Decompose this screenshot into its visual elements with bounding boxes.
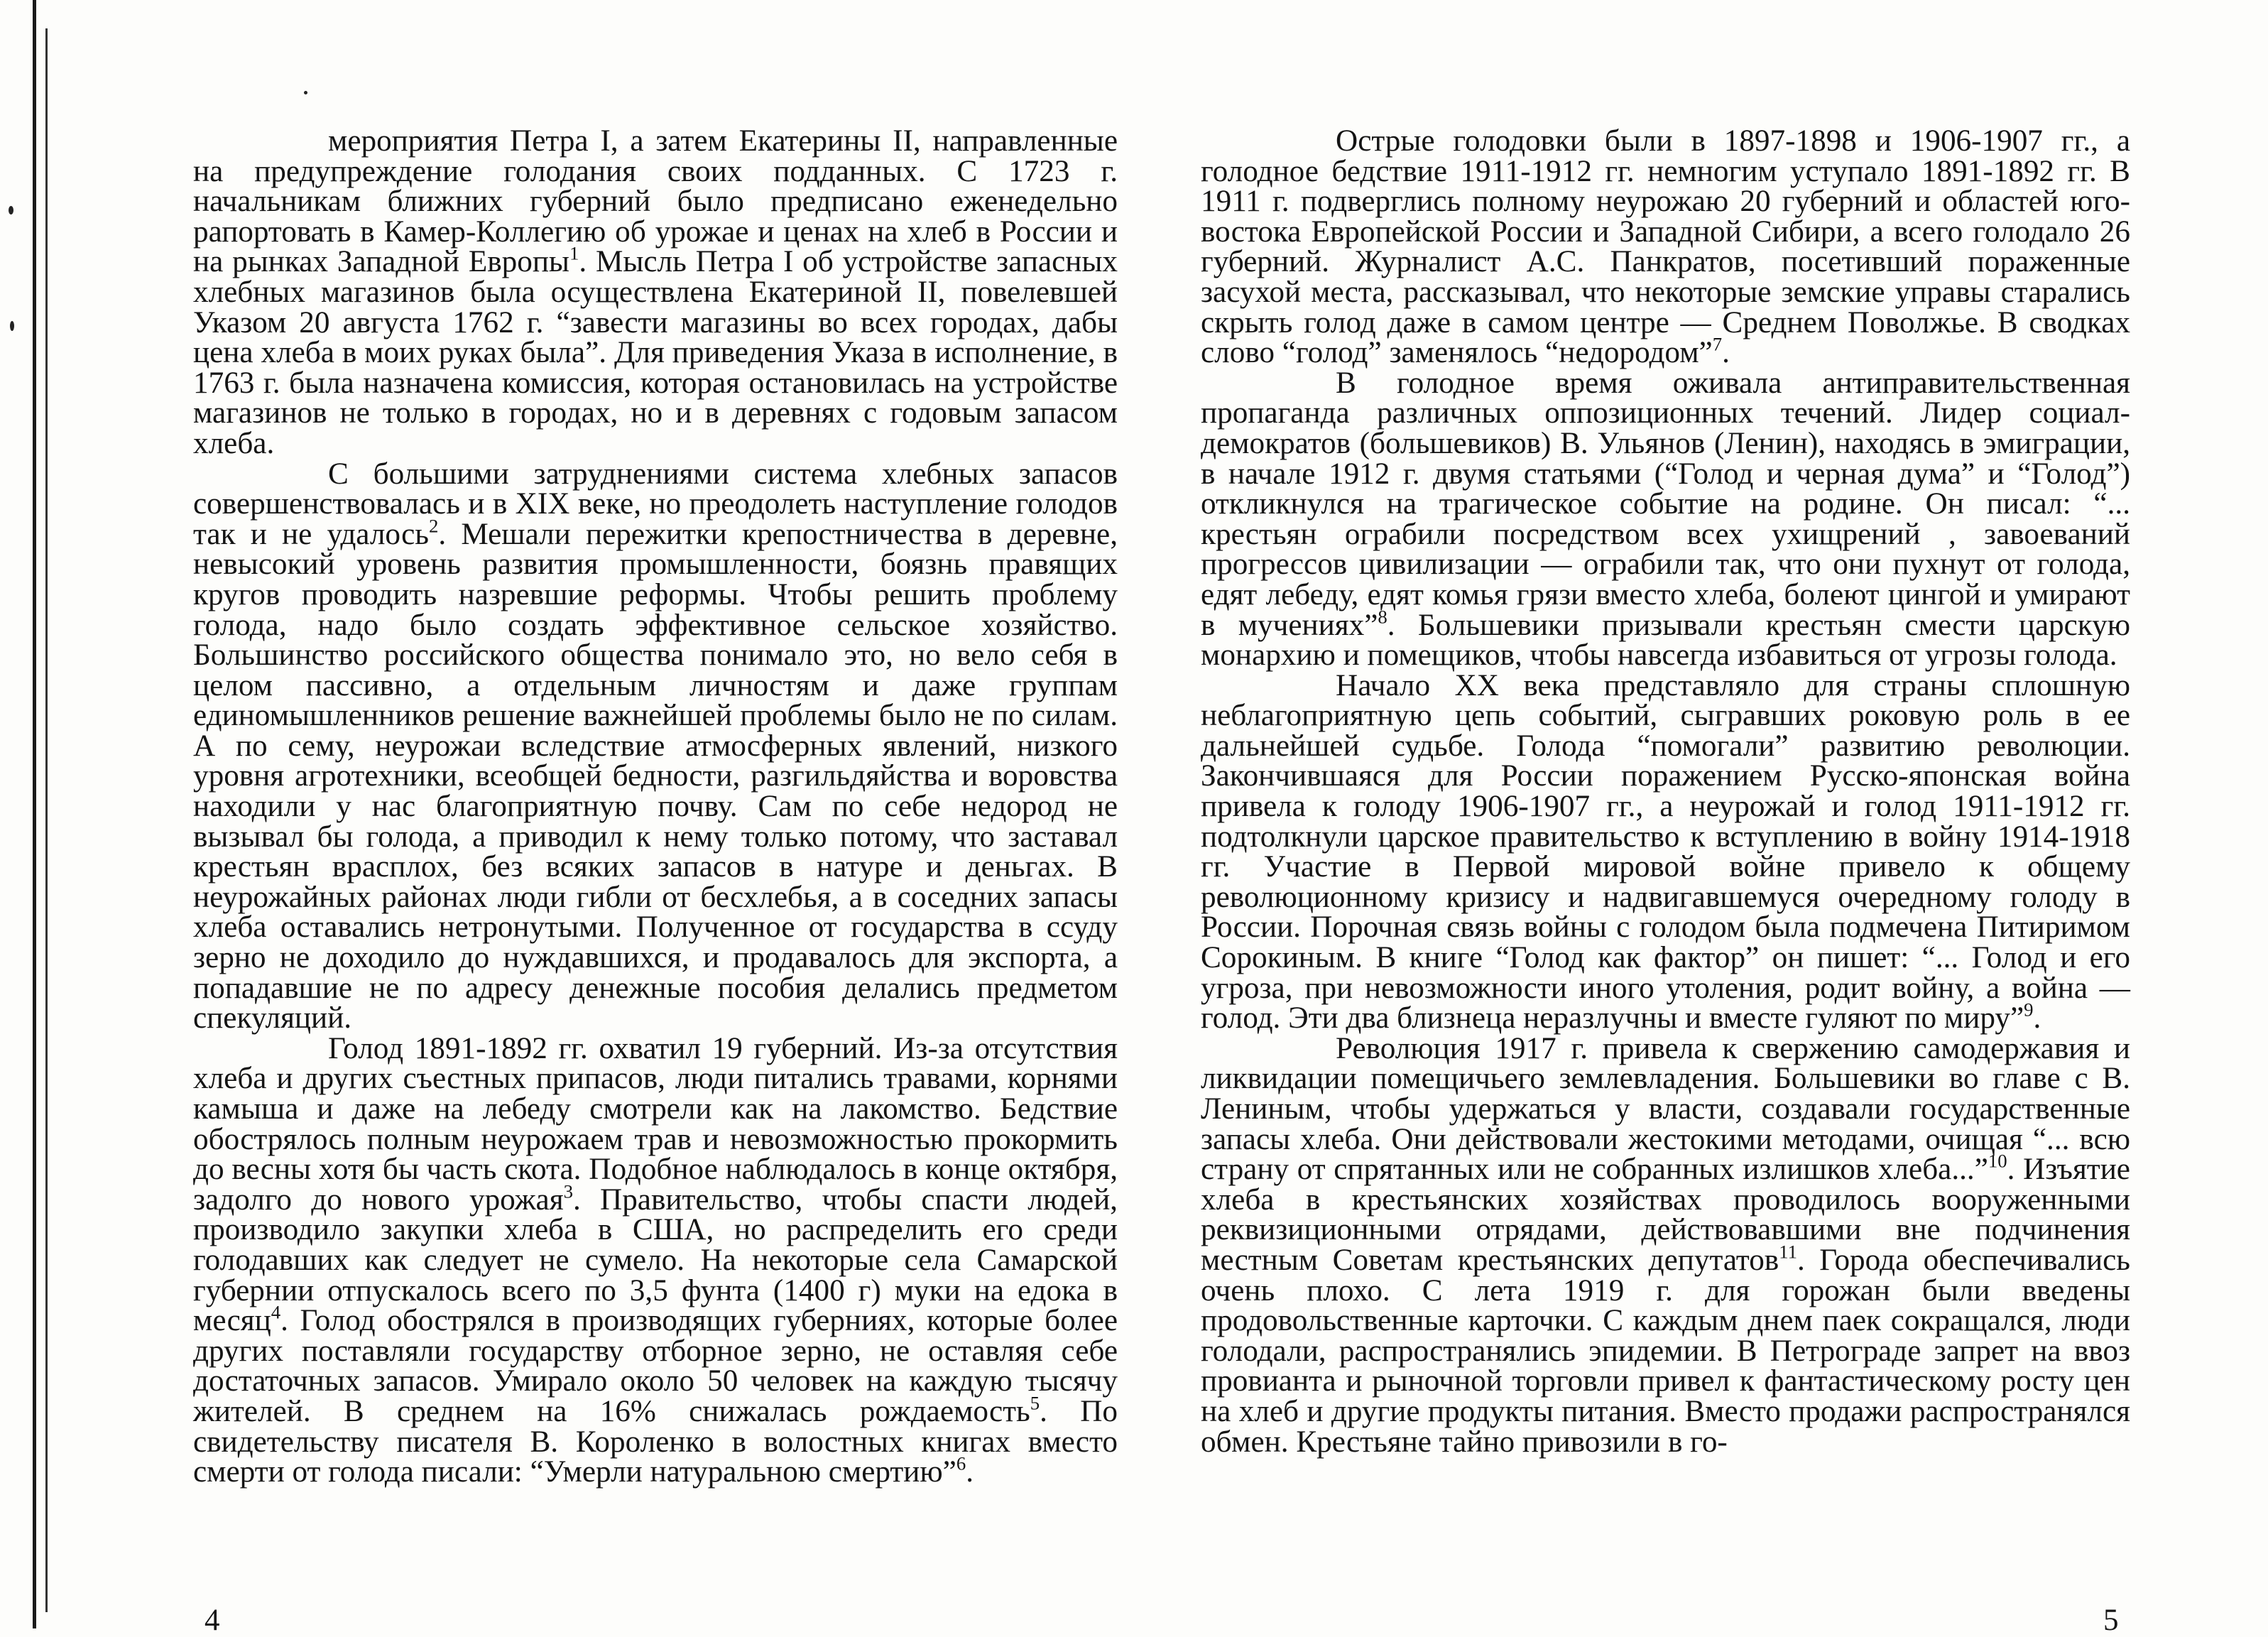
- footnote-ref: 7: [1712, 333, 1723, 355]
- text-run: . Правительство, чтобы спасти людей, производило закупки хлеба в США, но распределить его среди голодавших как следует не сумело. На некоторые села Самарской губернии отпускалось всего по 3,5 фунта (1400 г) муки на едока в месяц: [193, 1182, 1118, 1338]
- text-run: . По свидетельству писателя В. Короленко в волостных книгах вместо смерти от голода писали: “Умерли натуральною смертию”: [193, 1394, 1118, 1489]
- paragraph-p6: [1201, 668, 2130, 1035]
- text-run: Острые голодовки были в 1897-1898 и 1906-1907 гг., а голодное бедствие 1911-1912 гг. немногим уступало 1891-1892 гг. В 1911 г. подверглись полному неурожаю 20 губерний и областей юго-востока Европейской России и Западной Сибири, а всего голодало 26 губерний. Журналист А.С. Панкратов, посетивший пораженные засухой места, рассказывал, что некоторые земские управы старались скрыть голод даже в самом центре — Среднем Поволжье. В сводках слово “голод” заменялось “недородом”: [1201, 124, 2130, 370]
- text-run: Начало XX века представляло для страны сплошную неблагоприятную цепь событий, сыгравших роковую роль в ее дальнейшей судьбе. Голода “помогали” развитию революции. Закончившаяся для России поражением Русско-японская война привела к голоду 1906-1907 гг., а неурожай и голод 1911-1912 гг. подтолкнули царское правительство к вступлению в войну 1914-1918 гг. Участие в Первой мировой войне привело к общему революционному кризису и надвигавшемуся очередному голоду в России. Порочная связь войны с голодом была подмечена Питиримом Сорокиным. В книге “Голод как фактор” он пишет: “... Голод и его угроза, при невозможности иного утоления, родит войну, а война — голод. Эти два близнеца неразлучны и вместе гуляют по миру”: [1201, 668, 2130, 1035]
- text-run: Голод 1891-1892 гг. охватил 19 губерний. Из-за отсутствия хлеба и других съестных припасов, люди питались травами, корнями камыша и даже на лебеду смотрели как на лакомство. Бедствие обострялось полным неурожаем трав и невозможностью прокормить до весны хотя бы часть скота. Подобное наблюдалось в конце октября, задолго до нового урожая: [193, 1031, 1118, 1217]
- footnote-ref: 11: [1779, 1241, 1797, 1263]
- paragraph-p7: [1201, 1031, 2130, 1459]
- footnote-ref: 3: [563, 1180, 573, 1202]
- text-run: . Мысль Петра I об устройстве запасных хлебных магазинов была осуществлена Екатериной II, повелевшей Указом 20 августа 1762 г. “завести магазины во всех городах, дабы цена хлеба в моих руках была”. Для приведения Указа в исполнение, в 1763 г. была назначена комиссия, которая остановилась на устройстве магазинов не только в городах, но и в деревнях с годовым запасом хлеба.: [193, 245, 1118, 460]
- left-page-text: [193, 126, 1118, 1488]
- footnote-ref: 6: [956, 1452, 966, 1474]
- text-run: . Изъятие хлеба в крестьянских хозяйствах проводилось вооруженными реквизиционными отрядами, действовавшими вне подчинения местным Советам крестьянских депутатов: [1201, 1153, 2130, 1277]
- text-run: .: [1722, 336, 1730, 370]
- text-run: . Мешали пережитки крепостничества в деревне, невысокий уровень развития промышленности, боязнь правящих кругов проводить назревшие реформы. Чтобы решить проблему голода, надо было создать эффективное сельское хозяйство. Большинство российского общества понимало это, но вело себя в целом пассивно, а отдельным личностям и даже группам единомышленников решение важнейшей проблемы было не по силам. А по сему, неурожаи вследствие атмосферных явлений, низкого уровня агротехники, всеобщей бедности, разгильдяйства и воровства находили у нас благоприятную почву. Сам по себе недород не вызывал бы голода, а приводил к нему только потому, что заставал крестьян врасплох, без всяких запасов в натуре и деньгах. В неурожайных районах люди гибли от бесхлебья, а в соседних запасы хлеба оставались нетронутыми. Полученное от государства в ссуду зерно не доходило до нуждавшихся, и продавалось для экспорта, а попадавшие не по адресу денежные пособия делались предметом спекуляций.: [193, 517, 1118, 1035]
- text-run: С большими затруднениями система хлебных запасов совершенствовалась и в XIX веке, но преодолеть наступление голодов так и не удалось: [193, 457, 1118, 551]
- footnote-ref: 4: [271, 1301, 281, 1323]
- scan-speck: [10, 321, 14, 331]
- page-number-right: 5: [2103, 1604, 2119, 1637]
- text-run: . Города обеспечивались очень плохо. С лета 1919 г. для горожан были введены продовольственные карточки. С каждым днем паек сокращался, люди голодали, распространялись эпидемии. В Петрограде запрет на ввоз провианта и рыночной торговли привел к фантастическому росту цен на хлеб и другие продукты питания. Вместо продажи распространялся обмен. Крестьяне тайно привозили в го-: [1201, 1243, 2130, 1459]
- scan-speck: [304, 91, 307, 94]
- scan-speck: [9, 206, 13, 214]
- text-run: .: [966, 1455, 974, 1489]
- text-run: мероприятия Петра I, а затем Екатерины II, направленные на предупреждение голодания своих подданных. С 1723 г. начальникам ближних губерний было предписано еженедельно рапортовать в Камер-Коллегию об урожае и ценах на хлеб в России и на рынках Западной Европы: [193, 124, 1118, 279]
- footnote-ref: 1: [569, 242, 579, 264]
- text-run: В голодное время оживала антиправительственная пропаганда различных оппозиционных течений. Лидер социал-демократов (большевиков) В. Ульянов (Ленин), находясь в эмиграции, в начале 1912 г. двумя статьями (“Голод и черная дума” и “Голод”) откликнулся на трагическое событие на родине. Он писал: “... крестьян ограбили посредством всех ухищрений , завоеваний прогрессов цивилизации — ограбили так, что они пухнут от голода, едят лебеду, едят комья грязи вместо хлеба, болеют цингой и умирают в мучениях”: [1201, 366, 2130, 642]
- footnote-ref: 10: [1988, 1150, 2007, 1172]
- footnote-ref: 8: [1378, 605, 1387, 627]
- right-page-text: [1201, 126, 2130, 1457]
- text-run: . Большевики призывали крестьян смести царскую монархию и помещиков, чтобы навсегда избавиться от угрозы голода.: [1201, 608, 2130, 673]
- text-run: .: [2033, 1001, 2041, 1035]
- paragraph-p2: [193, 459, 1118, 1034]
- paragraph-p5: [1201, 366, 2130, 673]
- paragraph-p1: [193, 126, 1118, 459]
- footnote-ref: 2: [428, 515, 439, 537]
- footnote-ref: 5: [1030, 1392, 1040, 1414]
- footnote-ref: 9: [2024, 999, 2034, 1021]
- text-run: Революция 1917 г. привела к свержению самодержавия и ликвидации помещичьего землевладения. Большевики во главе с В. Лениным, чтобы удержаться у власти, создавали государственные запасы хлеба. Они действовали жестокими методами, очищая “... всю страну от спрятанных или не собранных излишков хлеба...”: [1201, 1031, 2130, 1187]
- text-run: . Голод обострялся в производящих губерниях, которые более других поставляли государству отборное зерно, не оставляя себе достаточных запасов. Умирало около 50 человек на каждую тысячу жителей. В среднем на 16% снижалась рождаемость: [193, 1304, 1118, 1428]
- book-spine-shadow: [33, 0, 36, 1628]
- paragraph-p4: [1201, 126, 2130, 369]
- book-spine-edge: [45, 28, 48, 1612]
- paragraph-p3: [193, 1031, 1118, 1489]
- page-number-left: 4: [205, 1604, 220, 1637]
